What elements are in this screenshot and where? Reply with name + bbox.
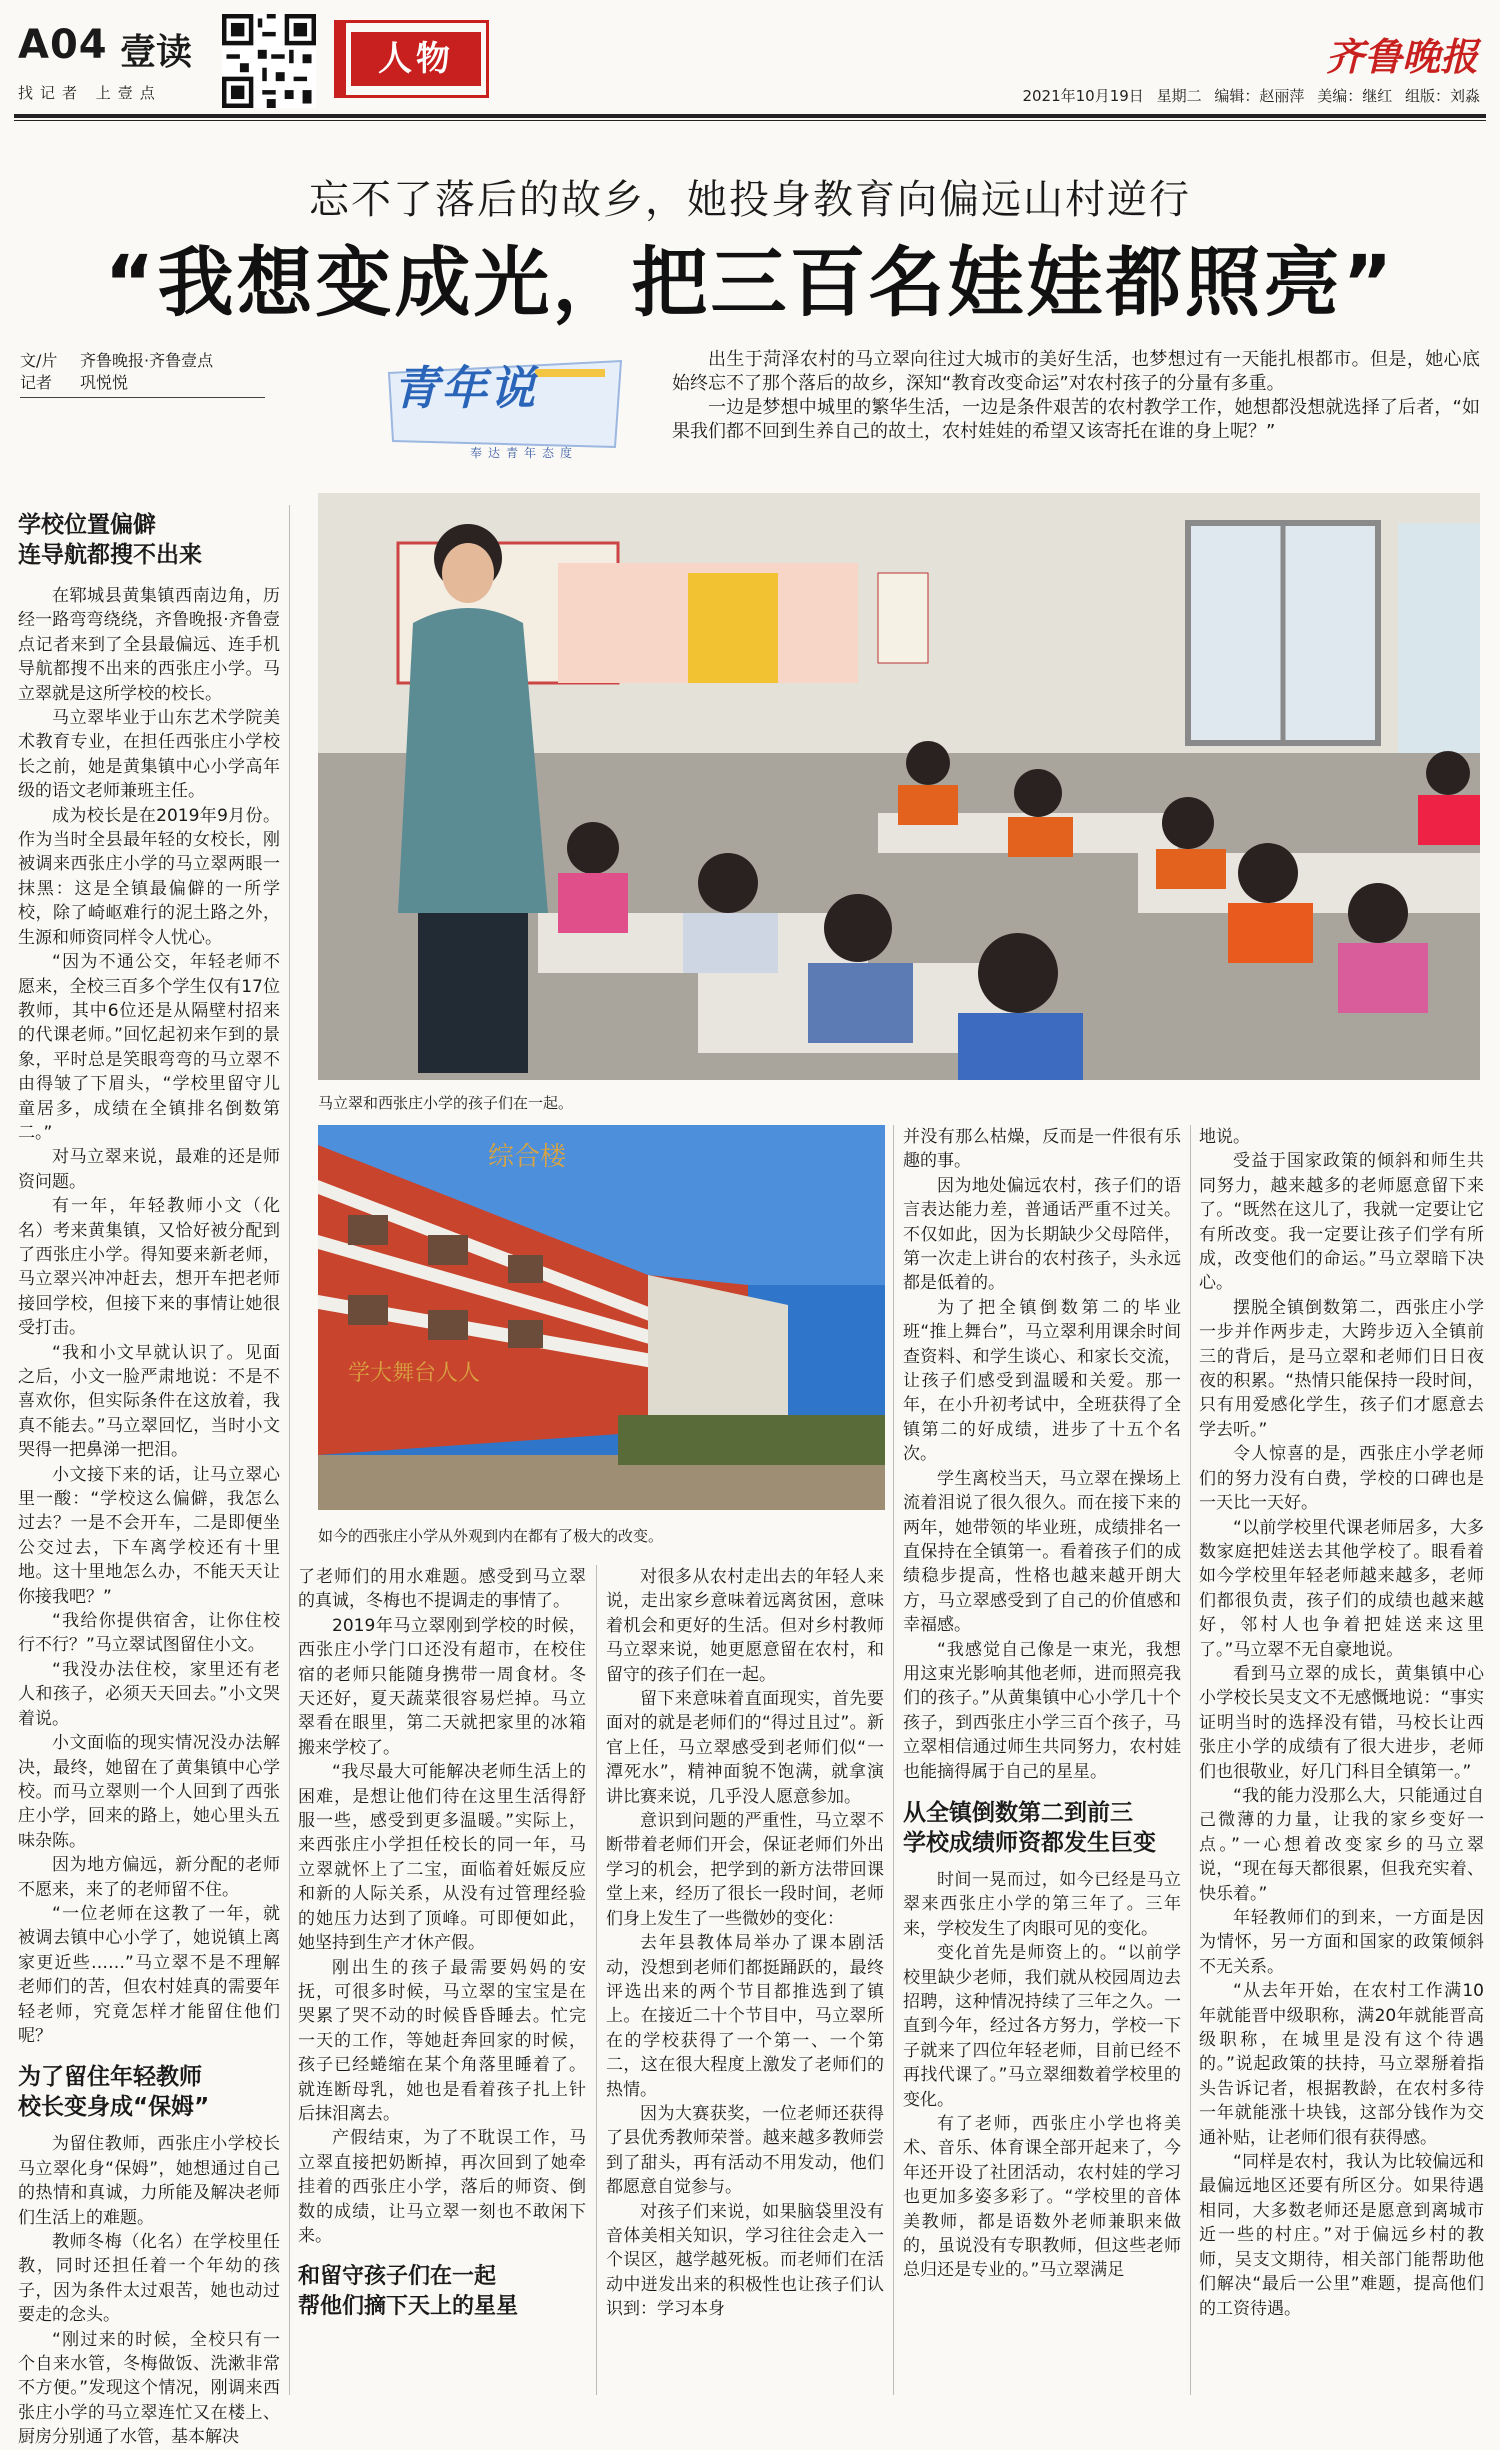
section-subhead [298,2262,586,2322]
youth-column-slogan: 奉达青年态度 [470,446,579,460]
classroom-photo[interactable] [318,493,1480,1080]
body-paragraph: “一位老师在这教了一年，就被调去镇中心小学了，她说镇上离家更近些……”马立翠不是不理解老师们的苦，但农村娃真的需要年轻老师，究竟怎样才能留住他们呢？ [18,1903,280,2046]
column-body [1199,1125,1484,2321]
article-headline: “我想变成光，把三百名娃娃都照亮” [104,238,1396,327]
body-paragraph: 有了老师，西张庄小学也将美术、音乐、体育课全部开起来了，今年还开设了社团活动，农村娃的学习也更加多姿多彩了。“学校里的音体美教师，都是语数外老师兼职来做的，虽说没有专职教师，但这些老师总归还是专业的。”马立翠满足 [903,2114,1181,2281]
body-paragraph: 因为地方偏远，新分配的老师不愿来，来了的老师留不住。 [18,1855,280,1900]
body-paragraph: 有一年，年轻教师小文（化名）考来黄集镇，又恰好被分配到了西张庄小学。得知要来新老师，马立翠兴冲冲赶去，想开车把老师接回学校，但接下来的事情让她很受打击。 [18,1196,280,1339]
body-paragraph: 看到马立翠的成长，黄集镇中心小学校长吴支文不无感慨地说：“事实证明当时的选择没有错，马校长让西张庄小学的成绩有了很大进步，老师们也很敬业，好几门科目全镇第一。” [1199,1663,1484,1782]
masthead-slogan: 找记者 上壹点 [18,84,162,102]
body-paragraph: 对孩子们来说，如果脑袋里没有音体美相关知识，学习往往会走入一个误区，越学越死板。而老师们在活动中迸发出来的积极性也让孩子们认识到：学习本身 [606,2201,884,2320]
body-paragraph: 成为校长是在2019年9月份。作为当时全县最年轻的女校长，刚被调来西张庄小学的马立翠两眼一抹黑：这是全镇最偏僻的一所学校，除了崎岖难行的泥土路之外，生源和师资同样令人忧心。 [18,805,280,948]
column-body [298,1565,586,2248]
byline-divider [20,397,265,398]
proof-credit: 组版：刘淼 [1404,87,1480,105]
body-paragraph: 2019年马立翠刚到学校的时候，西张庄小学门口还没有超市，在校住宿的老师只能随身携带一周食材。冬天还好，夏天蔬菜很容易烂掉。马立翠看在眼里，第二天就把家里的冰箱搬来学校了。 [298,1615,586,1758]
column-body [606,1565,884,2322]
body-paragraph: 令人惊喜的是，西张庄小学老师们的努力没有白费，学校的口碑也是一天比一天好。 [1199,1444,1484,1514]
body-paragraph: “我给你提供宿舍，让你住校行不行？”马立翠试图留住小文。 [18,1611,280,1656]
body-paragraph: “我的能力没那么大，只能通过自己微薄的力量，让我的家乡变好一点。”一心想着改变家乡的马立翠说，“现在每天都很累，但我充实着、快乐着。” [1199,1785,1484,1904]
text-column-1 [18,510,280,2448]
body-paragraph: 学生离校当天，马立翠在操场上流着泪说了很久很久。而在接下来的两年，她带领的毕业班，成绩排名一直保持在全镇第一。看着孩子们的成绩稳步提高，性格也越来越开朗大方，马立翠感受到了自己的价值感和幸福感。 [903,1468,1181,1636]
body-paragraph: “我尽最大可能解决老师生活上的困难，是想让他们待在这里生活得舒服一些，感受到更多温暖。”实际上，来西张庄小学担任校长的同一年，马立翠就怀上了二宝，面临着妊娠反应和新的人际关系，从没有过管理经验的她压力达到了顶峰。可即便如此，她坚持到生产才休产假。 [298,1762,586,1954]
body-paragraph: “因为不通公交，年轻老师不愿来，全校三百多个学生仅有17位教师，其中6位还是从隔壁村招来的代课老师。”回忆起初来乍到的景象，平时总是笑眼弯弯的马立翠不由得皱了下眉头，“学校里留守儿童居多，成绩在全镇排名倒数第二。” [18,952,280,1143]
body-paragraph: 受益于国家政策的倾斜和师生共同努力，越来越多的老师愿意留下来了。“既然在这儿了，我就一定要让它有所改变。我一定要让孩子们学有所成，改变他们的命运。”马立翠暗下决心。 [1199,1151,1484,1294]
section-name: 壹读 [120,32,193,73]
byline-outlet: 齐鲁晚报·齐鲁壹点 [80,351,214,370]
body-paragraph: 并没有那么枯燥，反而是一件很有乐趣的事。 [903,1127,1181,1172]
body-paragraph: 在郓城县黄集镇西南边角，历经一路弯弯绕绕，齐鲁晚报·齐鲁壹点记者来到了全县最偏远、连手机导航都搜不出来的西张庄小学。马立翠就是这所学校的校长。 [18,586,280,704]
body-paragraph: 了老师们的用水难题。感受到马立翠的真诚，冬梅也不提调走的事情了。 [298,1567,586,1612]
photo-caption: 如今的西张庄小学从外观到内在都有了极大的改变。 [318,1527,664,1545]
intro-paragraph: 一边是梦想中城里的繁华生活，一边是条件艰苦的农村教学工作，她想都没想就选择了后者，“如果我们都不回到生养自己的故土，农村娃娃的希望又该寄托在谁的身上呢？” [672,397,1480,442]
section-subhead [18,510,280,570]
masthead-rule [14,114,1486,118]
subhead-line: 学校位置偏僻 [18,512,156,538]
subhead-line: 从全镇倒数第二到前三 [903,1799,1133,1826]
intro-paragraph: 出生于菏泽农村的马立翠向往过大城市的美好生活，也梦想过有一天能扎根都市。但是，她心底始终忘不了那个落后的故乡，深知“教育改变命运”对农村孩子的分量有多重。 [672,349,1480,394]
column-body [18,2132,280,2449]
column-body [903,1868,1181,2283]
text-column-2 [298,1565,586,2395]
subhead-line: 为了留住年轻教师 [18,2064,202,2091]
column-divider [893,1125,894,2395]
page-number: A04 [18,22,108,68]
body-paragraph: 意识到问题的严重性，马立翠不断带着老师们开会，保证老师们外出学习的机会，把学到的新方法带回课堂上来，经历了很长一段时间，老师们身上发生了一些微妙的变化： [606,1811,884,1929]
subhead-line: 连导航都搜不出来 [18,542,202,568]
body-paragraph: 时间一晃而过，如今已经是马立翠来西张庄小学的第三年了。三年来，学校发生了肉眼可见的变化。 [903,1869,1181,1939]
byline-label: 文/片 [20,351,58,370]
text-column-5 [1199,1125,1484,2395]
body-paragraph: “我和小文早就认识了。见面之后，小文一脸严肃地说：不是不喜欢你，但实际条件在这放着，我真不能去。”马立翠回忆，当时小文哭得一把鼻涕一把泪。 [18,1342,280,1461]
designer-credit: 美编：继红 [1317,87,1393,105]
subhead-line: 校长变身成“保姆” [18,2094,210,2121]
body-paragraph: 小文接下来的话，让马立翠心里一酸：“学校这么偏僻，我怎么过去？一是不会开车，二是即便坐公交过去，下车离学校还有十里地。这十里地怎么办，不能天天让你接我吧？” [18,1464,280,1607]
body-paragraph: 对马立翠来说，最难的还是师资问题。 [18,1147,280,1192]
body-paragraph: 变化首先是师资上的。“以前学校里缺少老师，我们就从校园周边去招聘，这种情况持续了三年之久。一直到今年，经过各方努力，学校一下子就来了四位年轻老师，目前已经不再找代课了。”马立翠细数着学校里的变化。 [903,1943,1181,2110]
subhead-line: 和留守孩子们在一起 [298,2264,497,2290]
byline-reporter: 巩悦悦 [80,373,129,392]
article-intro [672,348,1480,444]
body-paragraph: “以前学校里代课老师居多，大多数家庭把娃送去其他学校了。眼看着如今学校里年轻老师越来越多，老师们都很负责，孩子们的成绩也越来越好，邻村人也争着把娃送来这里了。”马立翠不无自豪地说。 [1199,1517,1484,1660]
youth-column-title: 青年说 [393,361,537,415]
body-paragraph: 为了把全镇倒数第二的毕业班“推上舞台”，马立翠利用课余时间查资料、和学生谈心、和家长交流，让孩子们感受到温暖和关爱。那一年，在小升初考试中，全班获得了全镇第二的好成绩，进步了十五个名次。 [903,1297,1181,1465]
subhead-line: 学校成绩师资都发生巨变 [903,1829,1156,1856]
body-paragraph: “从去年开始，在农村工作满10年就能晋中级职称，满20年就能晋高级职称，在城里是没有这个待遇的。”说起政策的扶持，马立翠掰着指头告诉记者，根据教龄，在农村多待一年就能涨十块钱，这部分钱作为交通补贴，让老师们很有获得感。 [1199,1981,1484,2148]
body-paragraph: “刚过来的时候，全校只有一个自来水管，冬梅做饭、洗漱非常不方便。”发现这个情况，刚调来西张庄小学的马立翠连忙又在楼上、厨房分别通了水管，基本解决 [18,2329,280,2448]
body-paragraph: “我没办法住校，家里还有老人和孩子，必须天天回去。”小文哭着说。 [18,1659,280,1729]
body-paragraph: 教师冬梅（化名）在学校里任教，同时还担任着一个年幼的孩子，因为条件太过艰苦，她也动过要走的念头。 [18,2232,280,2326]
body-paragraph: 对很多从农村走出去的年轻人来说，走出家乡意味着远离贫困，意味着机会和更好的生活。但对乡村教师马立翠来说，她更愿意留在农村，和留守的孩子们在一起。 [606,1567,884,1685]
body-paragraph: 地说。 [1199,1127,1250,1147]
issue-weekday: 星期二 [1156,87,1202,105]
subhead-line: 帮他们摘下天上的星星 [298,2294,519,2320]
column-body [903,1125,1181,1784]
body-paragraph: “我感觉自己像是一束光，我想用这束光影响其他老师，进而照亮我们的孩子。”从黄集镇中心小学几十个孩子，到西张庄小学三百个孩子，马立翠相信通过师生共同努力，农村娃也能摘得属于自己的星星。 [903,1639,1181,1782]
section-subhead [18,2062,280,2122]
qr-code-icon[interactable] [222,14,316,108]
section-tab: 人物 [351,32,481,86]
column-divider [596,1565,597,2395]
building-sign-top: 综合楼 [488,1142,567,1172]
masthead-meta [1022,85,1480,106]
section-subhead [903,1798,1181,1858]
photo-caption: 马立翠和西张庄小学的孩子们在一起。 [318,1094,574,1112]
body-paragraph: 产假结束，为了不耽误工作，马立翠直接把奶断掉，再次回到了她牵挂着的西张庄小学，落后的师资、倒数的成绩，让马立翠一刻也不敢闲下来。 [298,2128,586,2246]
body-paragraph: 摆脱全镇倒数第二，西张庄小学一步并作两步走，大跨步迈入全镇前三的背后，是马立翠和老师们日日夜夜的积累。“热情只能保持一段时间，只有用爱感化学生，孩子们才愿意去学去听。” [1199,1297,1484,1440]
article-kicker: 忘不了落后的故乡，她投身教育向偏远山村逆行 [309,177,1191,223]
school-building-photo[interactable] [318,1125,885,1510]
building-sign-side: 学大舞台人人 [348,1361,481,1386]
column-body [18,584,280,2048]
body-paragraph: 因为大赛获奖，一位老师还获得了县优秀教师荣誉。越来越多教师尝到了甜头，再有活动不用发动，他们都愿意自觉参与。 [606,2103,884,2198]
body-paragraph: 小文面临的现实情况没办法解决，最终，她留在了黄集镇中心学校。而马立翠则一个人回到了西张庄小学，回来的路上，她心里头五味杂陈。 [18,1733,280,1851]
body-paragraph: 留下来意味着直面现实，首先要面对的就是老师们的“得过且过”。新官上任，马立翠感受到老师们似“一潭死水”，精神面貌不饱满，就拿演讲比赛来说，几乎没人愿意参加。 [606,1689,884,1807]
body-paragraph: 去年县教体局举办了课本剧活动，没想到老师们都挺踊跃的，最终评选出来的两个节目都推选到了镇上。在接近二十个节目中，马立翠所在的学校获得了一个第一、一个第二，这在很大程度上激发了老师们的热情。 [606,1933,884,2100]
column-divider [289,505,290,2395]
masthead-rule-thin [14,120,1486,121]
editor-credit: 编辑：赵丽萍 [1214,87,1305,105]
newspaper-logo: 齐鲁晚报 [1325,34,1478,79]
byline-label: 记者 [20,373,53,392]
byline [20,350,213,394]
body-paragraph: 刚出生的孩子最需要妈妈的安抚，可很多时候，马立翠的宝宝是在哭累了哭不动的时候昏昏睡去。忙完一天的工作，等她赶奔回家的时候，孩子已经蜷缩在某个角落里睡着了。就连断母乳，她也是看着孩子扎上针后抹泪离去。 [298,1957,586,2124]
body-paragraph: “同样是农村，我认为比较偏远和最偏远地区还要有所区分。如果待遇相同，大多数老师还是愿意到离城市近一些的村庄。”对于偏远乡村的教师，吴支文期待，相关部门能帮助他们解决“最后一公里”难题，提高他们的工资待遇。 [1199,2152,1484,2319]
text-column-4 [903,1125,1181,2395]
body-paragraph: 马立翠毕业于山东艺术学院美术教育专业，在担任西张庄小学校长之前，她是黄集镇中心小学高年级的语文老师兼班主任。 [18,708,280,802]
body-paragraph: 年轻教师们的到来，一方面是因为情怀，另一方面和国家的政策倾斜不无关系。 [1199,1908,1484,1977]
body-paragraph: 为留住教师，西张庄小学校长马立翠化身“保姆”，她想通过自己的热情和真诚，力所能及解决老师们生活上的难题。 [18,2134,280,2228]
text-column-3 [606,1565,884,2395]
issue-date: 2021年10月19日 [1022,87,1144,105]
body-paragraph: 因为地处偏远农村，孩子们的语言表达能力差，普通话严重不过关。不仅如此，因为长期缺少父母陪伴，第一次走上讲台的农村孩子，头永远都是低着的。 [903,1175,1181,1294]
column-divider [1190,1125,1191,2395]
